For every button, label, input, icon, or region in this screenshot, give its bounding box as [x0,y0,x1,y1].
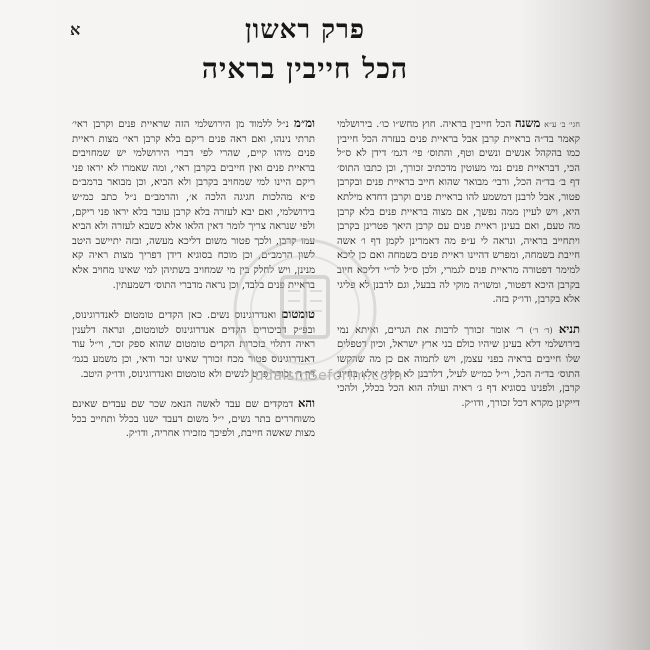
lead-word: משנה [514,116,541,130]
mishnah-title: הכל חייבין בראיה [201,52,409,85]
paragraph [72,396,315,442]
paragraph-text: נ״ל ללמוד מן הירושלמי הזה שראיית פנים וקרבן ראי׳ תרתי נינהו, ואם ראה פנים ריקם בלא קרבן ראי׳ מצות ראיית פנים מיהו קיים, שהרי לפי דברי הירושלמי יש שמחויבים בראיית פנים ואין חייבים בקרבן ראי׳, ומה שאמרו לא יראו פני ריקם היינו למי שמחויב בקרבן ולא הביא, וכן מבואר ברמב״ם פ״א מהלכות חגיגה הלכה א׳, והרמב״ם נ״ל כתב כמ״ש בירושלמי, ואם יבא לעזרה בלא קרבן עובר בלא יראו פני ריקם, ולפי שנראה צריך לומר דאין הלאו אלא כשבא לעזרה ולא הביא עמו קרבן, ולכך פטור משום דליכא מעשה, ובזה יתיישב היטב לשון הרמב״ם, וכן מוכח בסוגיא דידן דפריך מצות ראיה קא מנינן, ויש לחלק בין מי שמחויב בשתיהן למי שאינו מחויב אלא בראיית פנים בלבד, וכן נראה מדברי התוס׳ דשמעתין. [72,119,315,291]
margin-reference: חגי׳ ב׳ ע״א [544,120,581,129]
page-number: א [70,20,81,39]
lead-word: והא [298,396,315,411]
paragraph-text: ר׳ אומר זכורך לרבות את הגרים, ואיתא נמי בירושלמי דלא בעינן שיהיו כולם בני ארץ ישראל, וכיון דטפלים שלו חייבים בראיה בפני עצמן, ויש לתמוה אם כן מה שהקשו התוס׳ בד״ה הכל, וי״ל כמ״ש לעיל, דלרבנן לא פליגי אלא בחיוב קרבן, ולפנינו בסוגיא דף ג׳ ראיה ועולה הוא הכל בכלל, ולהכי דייקינן מקרא דכל זכורך, ודו״ק. [337,324,580,409]
lead-word: תניא [558,321,581,336]
paragraph-text: ואנדרוגינוס נשים. כאן הקדים טומטום לאנדרוגינוס, ובפ״ק דביכורים הקדים אנדרוגינוס לטומטום, ונראה דלענין ראיה דתלוי בזכרות הקדים טומטום שהוא ספק זכר, וי״ל עוד דאנדרוגינוס פטור מכח זכורך שאינו זכר ודאי, וכן משמע בגמ׳ דף ד׳ זכורך פרט לנשים ולא טומטום ואנדרוגינוס, ודו״ק היטב. [72,310,315,380]
chapter-title: פרק ראשון [244,15,366,45]
watermark-text: JudaismSeforim.com [250,368,403,384]
watermark-seal-logo [230,235,380,385]
margin-reference: (ד׳ ד׳) [529,325,553,335]
lead-word: ומ״מ [294,116,315,130]
lead-word: טומטום [281,307,315,322]
paragraph-text: הכל חייבין בראיה. חוץ מחש״ו כו׳. בירושלמי קאמר בד״ה בראיית קרבן אבל בראיית פנים בעזרה הכל חייבין כמו בהקהל אנשים ונשים וטף, והתוס׳ פי׳ דגמ׳ דידן לא ס״ל הכי, דבראיית פנים נמי מעוטין מדכתיב זכורך, וכן כתבו התוס׳ דף ב׳ בד״ה הכל, ורבי׳ מבואר שהוא חייב בראיית פנים ובקרבן פטור, אבל לרבנן דמשמע להו בראיית פנים וקרבן דחדא מילתא היא, ויש לעיין ממה נפשך, אם מצוה בראיית פנים בלא קרבן מה טעם, ואם בעינן ראיית פנים עם קרבן היאך פטרינן בקרבן ויתחייב בראיה, ונראה לי ע״פ מה דאמרינן לקמן דף ו׳ אשה חייבת בשמחה, ומפרש דהיינו ראיית פנים בשמחה ואם כן ליכא למימר דפטורה מראיית פנים לגמרי, ולכן ס״ל לר״י דליכא חיוב בקרבן היכא דפטור, ומשו״ה מוקי לה בבעל, וגם לרבנן לא פליגי אלא בקרבן, ודו״ק בזה. [337,119,580,306]
paragraph-text: דמקדים שם עבד לאשה הנאמ שכר שם עבדים שאינם משוחררים בתר נשים, י״ל משום דעבד ישנו בכלל ותחייב בכל מצות שאשה חייבת, ולפיכך מזכירו אחריה, ודו״ק. [72,399,315,440]
